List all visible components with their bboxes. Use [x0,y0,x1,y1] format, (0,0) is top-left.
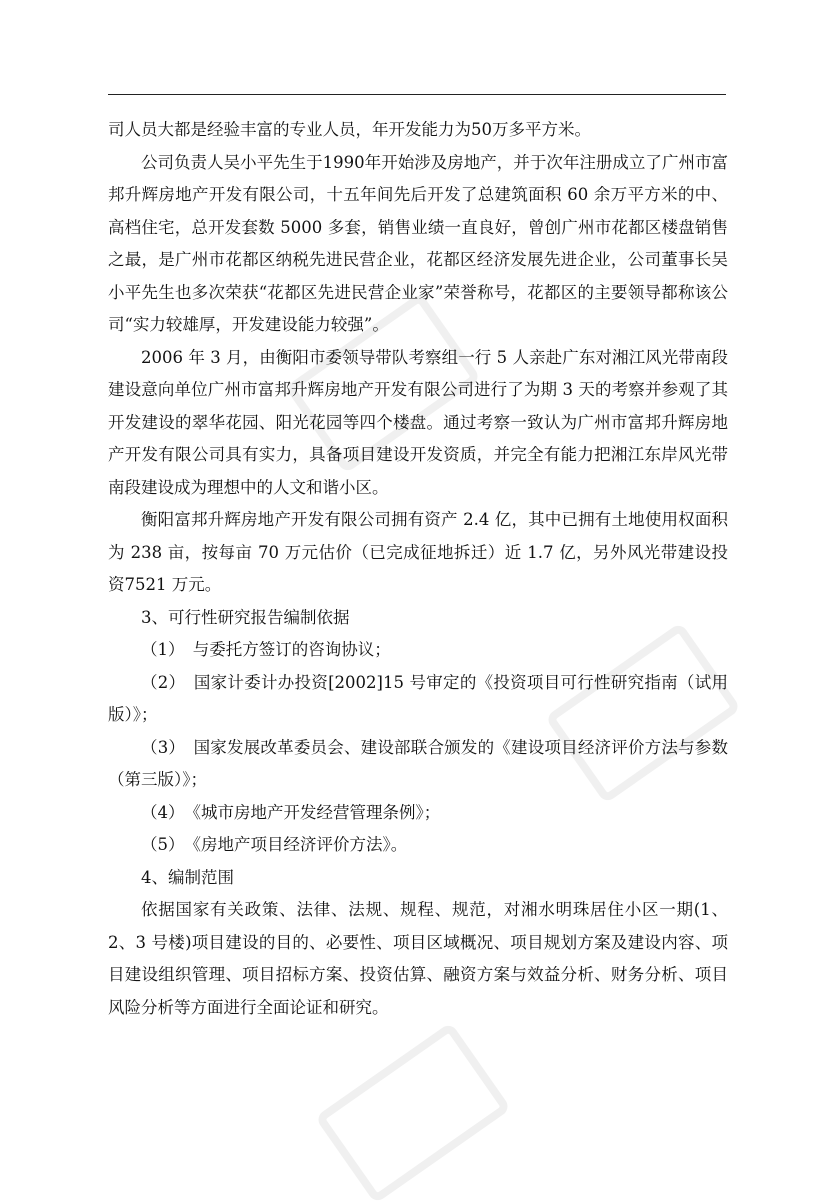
list-item: （4） 《城市房地产开发经营管理条例》； [141,802,441,822]
paragraph: 2006 年 3 月，由衡阳市委领导带队考察组一行 5 人亲赴广东对湘江风光带南段建设意向单位广州市富邦升辉房地产开发有限公司进行了为期 3 天的考察并参观了其开发建设的翠华花园、阳光花园等四个楼盘。通过考察一致认为广州市富邦升辉房地产开发有限公司具有实力，具备项目建设开发资质，并完全有能力把湘江东岸风光带南段建设成为理想中的人文和谐小区。 [108,347,728,497]
section-heading: 4、编制范围 [141,867,234,887]
watermark-logo [315,1022,512,1204]
list-item: （2） 国家计委计办投资[2002]15 号审定的《投资项目可行性研究指南（试用版）》； [108,672,728,724]
paragraph: 衡阳富邦升辉房地产开发有限公司拥有资产 2.4 亿，其中已拥有土地使用权面积为 238 亩，按每亩 70 万元估价（已完成征地拆迁）近 1.7 亿，另外风光带建设投资7521 万元。 [108,510,728,594]
list-item: （1） 与委托方签订的咨询协议； [141,640,391,659]
section-heading: 3、可行性研究报告编制依据 [141,607,350,627]
list-item: （3） 国家发展改革委员会、建设部联合颁发的《建设项目经济评价方法与参数（第三版）》； [108,737,728,789]
paragraph: 公司负责人吴小平先生于1990年开始涉及房地产，并于次年注册成立了广州市富邦升辉房地产开发有限公司，十五年间先后开发了总建筑面积 60 余万平方米的中、高档住宅，总开发套数 5000 多套，销售业绩一直良好，曾创广州市花都区楼盘销售之最，是广州市花都区纳税先进民营企业，花都区经济发展先进企业，公司董事长吴小平先生也多次荣获“花都区先进民营企业家”荣誉称号，花都区的主要领导都称该公司“实力较雄厚，开发建设能力较强”。 [108,152,728,334]
list-item: （5） 《房地产项目经济评价方法》。 [141,835,408,854]
document-body [108,114,728,1024]
header-rule [108,94,726,95]
paragraph: 依据国家有关政策、法律、法规、规程、规范，对湘水明珠居住小区一期(1、2、3 号楼)项目建设的目的、必要性、项目区域概况、项目规划方案及建设内容、项目建设组织管理、项目招标方案、投资估算、融资方案与效益分析、财务分析、项目风险分析等方面进行全面论证和研究。 [108,900,728,1017]
paragraph: 司人员大都是经验丰富的专业人员，年开发能力为50万多平方米。 [108,120,591,139]
